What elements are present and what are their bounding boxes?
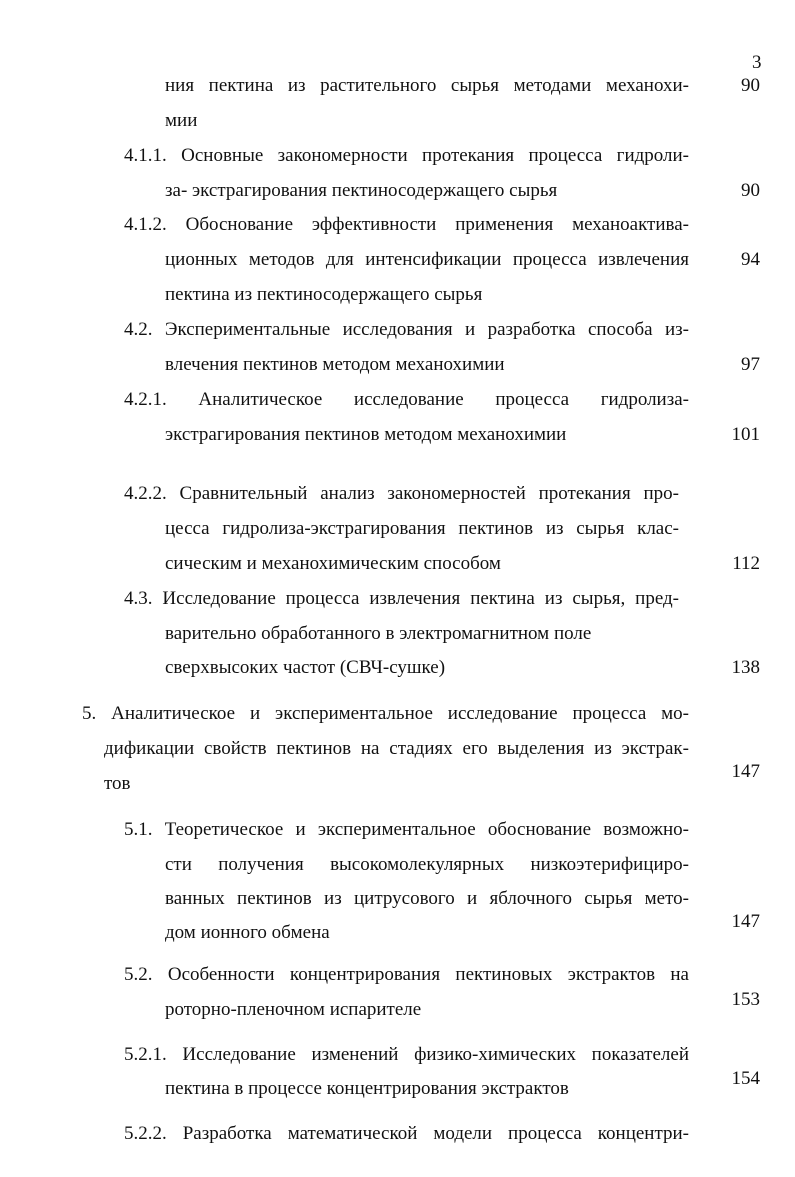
toc-page-number: 101 [731, 424, 760, 445]
toc-line: за- экстрагирования пектиносодержащего сырья [165, 180, 558, 201]
toc-line: 5.2.1. Исследование изменений физико-химических показателей [124, 1044, 689, 1065]
toc-line: дификации свойств пектинов на стадиях его выделения из экстрак- [104, 738, 689, 759]
toc-page-number: 154 [731, 1068, 760, 1089]
toc-line: дом ионного обмена [165, 922, 330, 943]
toc-line: экстрагирования пектинов методом механохимии [165, 424, 567, 445]
toc-line: пектина в процессе концентрирования экстрактов [165, 1078, 569, 1099]
toc-line: 5.2. Особенности концентрирования пектиновых экстрактов на [124, 964, 689, 985]
toc-line: пектина из пектиносодержащего сырья [165, 284, 483, 305]
toc-page-number: 94 [741, 249, 760, 270]
toc-line: сическим и механохимическим способом [165, 553, 501, 574]
toc-line: цесса гидролиза-экстрагирования пектинов из сырья клас- [165, 518, 679, 539]
toc-page-number: 138 [731, 657, 760, 678]
toc-page-number: 97 [741, 354, 760, 375]
toc-line: сверхвысоких частот (СВЧ-сушке) [165, 657, 446, 678]
toc-line: 4.1.2. Обоснование эффективности применения механоактива- [124, 214, 689, 235]
toc-line: ния пектина из растительного сырья методами механохи- [165, 75, 689, 96]
toc-line: 4.2. Экспериментальные исследования и разработка способа из- [124, 319, 689, 340]
toc-line: 4.3. Исследование процесса извлечения пектина из сырья, пред- [124, 588, 679, 609]
toc-line: варительно обработанного в электромагнитном поле [165, 623, 592, 644]
toc-page-number: 90 [741, 75, 760, 96]
toc-page-number: 147 [731, 911, 760, 932]
toc-line: 4.2.1. Аналитическое исследование процесса гидролиза- [124, 389, 689, 410]
toc-line: 4.1.1. Основные закономерности протекания процесса гидроли- [124, 145, 689, 166]
toc-line: 5. Аналитическое и экспериментальное исследование процесса мо- [82, 703, 689, 724]
toc-line: 5.2.2. Разработка математической модели процесса концентри- [124, 1123, 689, 1144]
toc-line: ванных пектинов из цитрусового и яблочного сырья мето- [165, 888, 689, 909]
toc-page-number: 90 [741, 180, 760, 201]
toc-page-number: 147 [731, 761, 760, 782]
toc-line: мии [165, 110, 198, 131]
toc-line: 4.2.2. Сравнительный анализ закономерностей протекания про- [124, 483, 679, 504]
toc-page-number: 153 [731, 989, 760, 1010]
page-number: 3 [752, 52, 762, 73]
toc-line: 5.1. Теоретическое и экспериментальное обоснование возможно- [124, 819, 689, 840]
toc-line: влечения пектинов методом механохимии [165, 354, 505, 375]
toc-line: тов [104, 773, 131, 794]
toc-line: роторно-пленочном испарителе [165, 999, 422, 1020]
toc-line: сти получения высокомолекулярных низкоэтерифициро- [165, 854, 689, 875]
toc-line: ционных методов для интенсификации процесса извлечения [165, 249, 689, 270]
toc-page-number: 112 [732, 553, 760, 574]
